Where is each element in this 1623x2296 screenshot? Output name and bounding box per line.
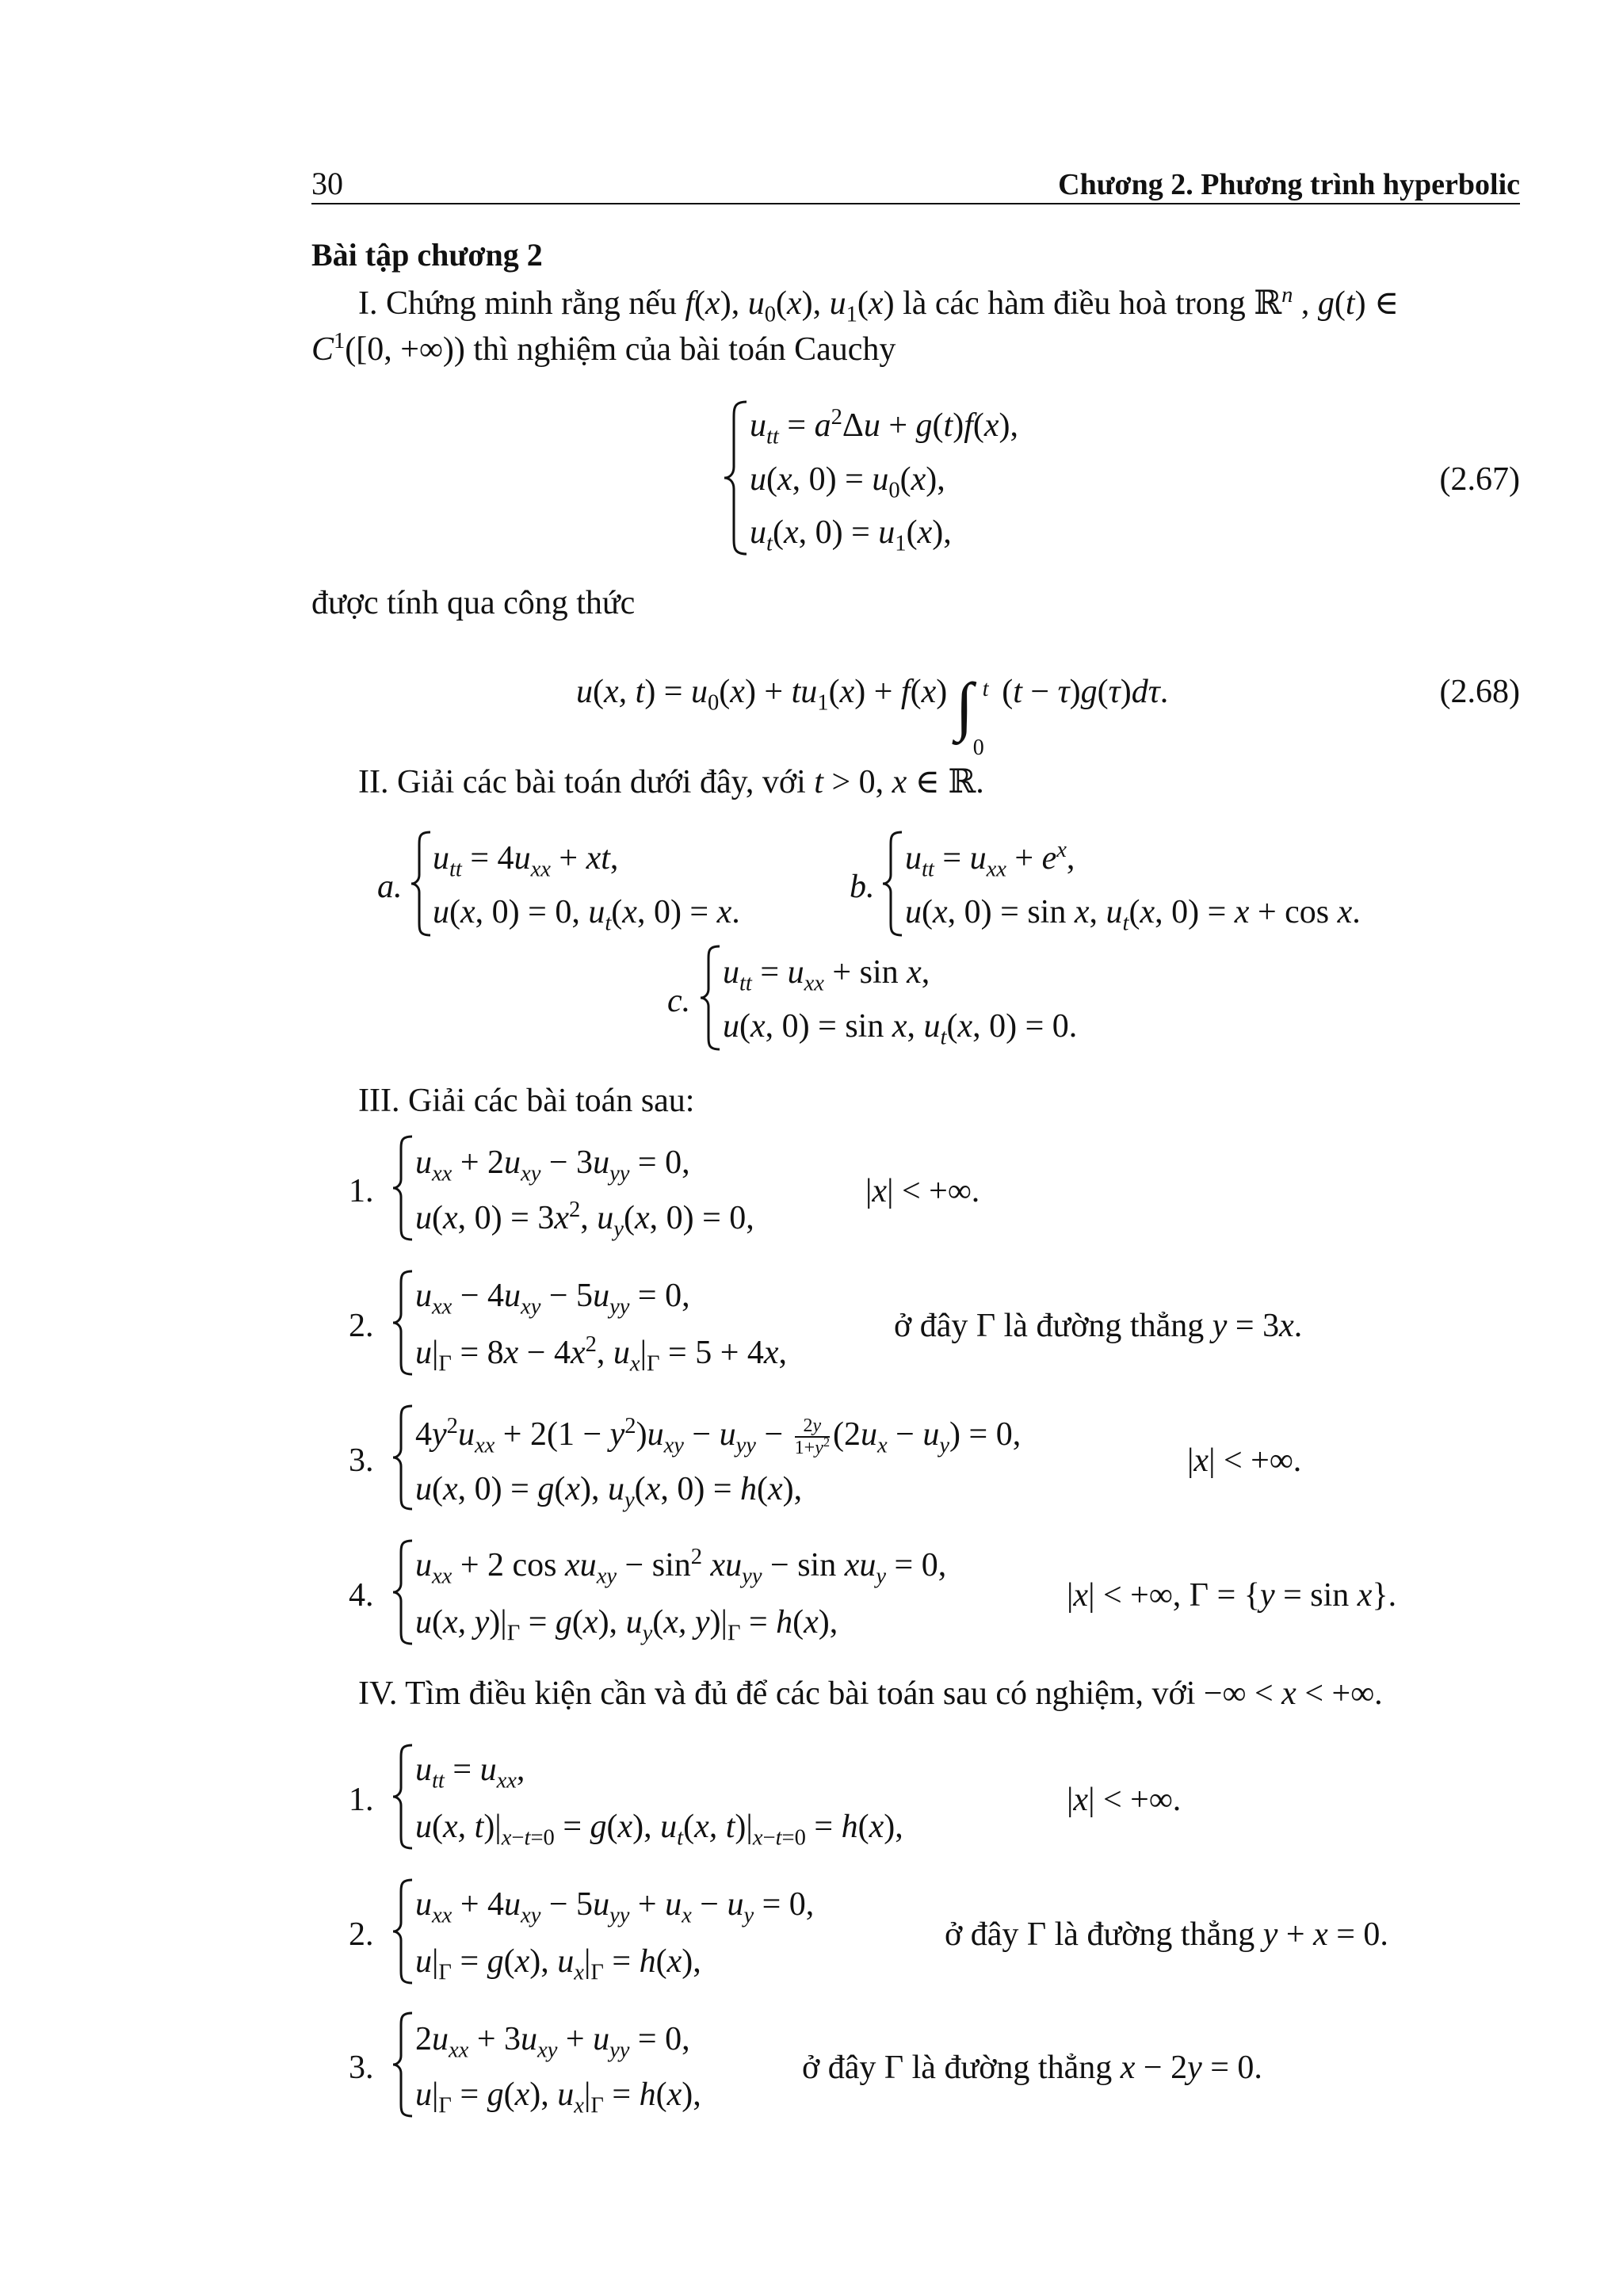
brace-IV-2 bbox=[391, 1878, 415, 1985]
problem-III-intro: III. Giải các bài toán sau: bbox=[358, 1083, 695, 1119]
problem-IV-2-num: 2. bbox=[349, 1916, 374, 1953]
problem-III-3-note: |x| < +∞. bbox=[1187, 1442, 1302, 1479]
brace-IV-1 bbox=[391, 1744, 415, 1850]
problem-I-line1: I. Chứng minh rằng nếu f(x), $u_0(x)$, $u_1(x)$ là các hàm điều hoà trong ℝ$^n$ , g(t) ∈ bbox=[358, 283, 1400, 327]
problem-III-4-eq1: $u_{xx} + 2$ $\cos xu_{xy} - \sin^2 xu_{yy} - \sin xu_y = 0$, bbox=[415, 1545, 947, 1589]
problem-II-b-eq1: $u_{tt} = u_{xx} + e^x$, bbox=[905, 838, 1075, 882]
problem-IV-2-eq2: $u|_\Gamma = g(x)$, $u_x|_\Gamma = h(x)$, bbox=[415, 1943, 701, 1985]
problem-III-4-eq2: u(x, $y)|_\Gamma = g(x)$, $u_y(x$, $y)|_\Gamma = h(x)$, bbox=[415, 1604, 838, 1646]
problem-II-intro: II. Giải các bài toán dưới đây, với t > 0, x ∈ ℝ. bbox=[358, 764, 984, 800]
problem-II-c-eq1: $u_{tt} = u_{xx} + \sin x$, bbox=[723, 954, 930, 996]
problem-III-1-note: |x| < +∞. bbox=[865, 1173, 980, 1209]
eq-label-2-68: (2.68) bbox=[1439, 674, 1520, 710]
problem-III-4-note: |x| < +∞, Γ = {y = sin x}. bbox=[1067, 1577, 1397, 1614]
section-title: Bài tập chương 2 bbox=[311, 237, 543, 273]
problem-IV-2-note: ở đây Γ là đường thẳng y + x = 0. bbox=[945, 1916, 1388, 1953]
problem-I-eq2: u(x, $0) = u_0(x)$, bbox=[750, 461, 945, 503]
problem-III-3-eq2: u(x, 0) = g(x), $u_y(x$, 0) = h(x), bbox=[415, 1471, 803, 1513]
brace-III-3 bbox=[391, 1404, 415, 1511]
problem-II-c-eq2: u(x, 0) = sin x, $u_t(x$, 0) = 0. bbox=[723, 1008, 1078, 1050]
problem-IV-3-eq1: $2u_{xx} + 3u_{xy} + u_{yy} = 0$, bbox=[415, 2021, 690, 2063]
problem-I-eq3: $u_t(x$, $0) = u_1(x)$, bbox=[750, 514, 952, 556]
problem-II-b-label: b. bbox=[850, 869, 875, 905]
running-title: Chương 2. Phương trình hyperbolic bbox=[1058, 168, 1520, 201]
problem-I-connector: được tính qua công thức bbox=[311, 585, 636, 621]
brace-II-b bbox=[881, 831, 905, 937]
eq-label-2-67: (2.67) bbox=[1439, 461, 1520, 498]
problem-III-3-num: 3. bbox=[349, 1442, 374, 1479]
problem-IV-1-eq1: $u_{tt} = u_{xx}$, bbox=[415, 1752, 525, 1794]
problem-I-formula: u(x, $t) = u_0(x) + tu_1(x) + f(x)$ ∫ t 0 (t − τ)g(τ)dτ. bbox=[576, 670, 1169, 760]
problem-III-1-num: 1. bbox=[349, 1173, 374, 1209]
brace-II-c bbox=[699, 945, 723, 1051]
problem-IV-1-eq2: u(x, $t)|_{x-t=0} = g(x)$, $u_t(x$, $t)|_{x-t=0} = h(x)$, bbox=[415, 1809, 903, 1851]
brace-I bbox=[723, 400, 750, 556]
problem-III-2-eq2: $u|_\Gamma = 8x - 4x^2$, $u_x|_\Gamma = 5 + 4x$, bbox=[415, 1332, 788, 1377]
header-rule bbox=[311, 203, 1520, 204]
problem-I-eq1: $u_{tt} = a^2\Delta u + g(t)f(x)$, bbox=[750, 405, 1019, 449]
problem-III-3-eq1: $4y^2u_{xx} + 2(1 - y^2)u_{xy} - u_{yy}$ − $\frac{2y}{1+y^2}$ $(2u_x - u_y) = 0$, bbox=[415, 1414, 1022, 1459]
brace-II-a bbox=[410, 831, 433, 937]
problem-III-2-eq1: $u_{xx} - 4u_{xy} - 5u_{yy} = 0$, bbox=[415, 1278, 690, 1320]
problem-II-a-label: a. bbox=[377, 869, 403, 905]
problem-IV-3-note: ở đây Γ là đường thẳng x − 2y = 0. bbox=[802, 2050, 1262, 2086]
problem-III-4-num: 4. bbox=[349, 1577, 374, 1614]
problem-III-2-num: 2. bbox=[349, 1308, 374, 1344]
problem-III-1-eq2: u(x, $0) = 3x^2$, $u_y(x$, 0) = 0, bbox=[415, 1198, 754, 1242]
page-number: 30 bbox=[311, 166, 343, 201]
problem-IV-3-num: 3. bbox=[349, 2050, 374, 2086]
brace-III-1 bbox=[391, 1135, 415, 1241]
problem-II-a-eq1: $u_{tt} = 4u_{xx}$ + xt, bbox=[433, 840, 619, 882]
problem-II-c-label: c. bbox=[667, 983, 691, 1019]
problem-IV-1-note: |x| < +∞. bbox=[1067, 1782, 1182, 1818]
problem-IV-1-num: 1. bbox=[349, 1782, 374, 1818]
problem-IV-2-eq1: $u_{xx} + 4u_{xy} - 5u_{yy} + u_x - u_y = 0$, bbox=[415, 1886, 815, 1928]
brace-III-4 bbox=[391, 1539, 415, 1645]
problem-IV-intro: IV. Tìm điều kiện cần và đủ để các bài toán sau có nghiệm, với −∞ < x < +∞. bbox=[358, 1675, 1383, 1712]
problem-III-2-note: ở đây Γ là đường thẳng y = 3x. bbox=[894, 1308, 1303, 1344]
problem-III-1-eq1: $u_{xx} + 2u_{xy} - 3u_{yy} = 0$, bbox=[415, 1144, 690, 1186]
brace-III-2 bbox=[391, 1270, 415, 1376]
problem-II-b-eq2: u(x, 0) = sin x, $u_t(x$, 0) = x + cos x. bbox=[905, 894, 1361, 936]
problem-II-a-eq2: u(x, 0) = 0, $u_t(x$, 0) = x. bbox=[433, 894, 740, 936]
problem-I-line2: $C^1([0$, +∞)) thì nghiệm của bài toán Cauchy bbox=[311, 329, 896, 368]
problem-IV-3-eq2: $u|_\Gamma = g(x)$, $u_x|_\Gamma = h(x)$, bbox=[415, 2076, 701, 2118]
brace-IV-3 bbox=[391, 2011, 415, 2118]
